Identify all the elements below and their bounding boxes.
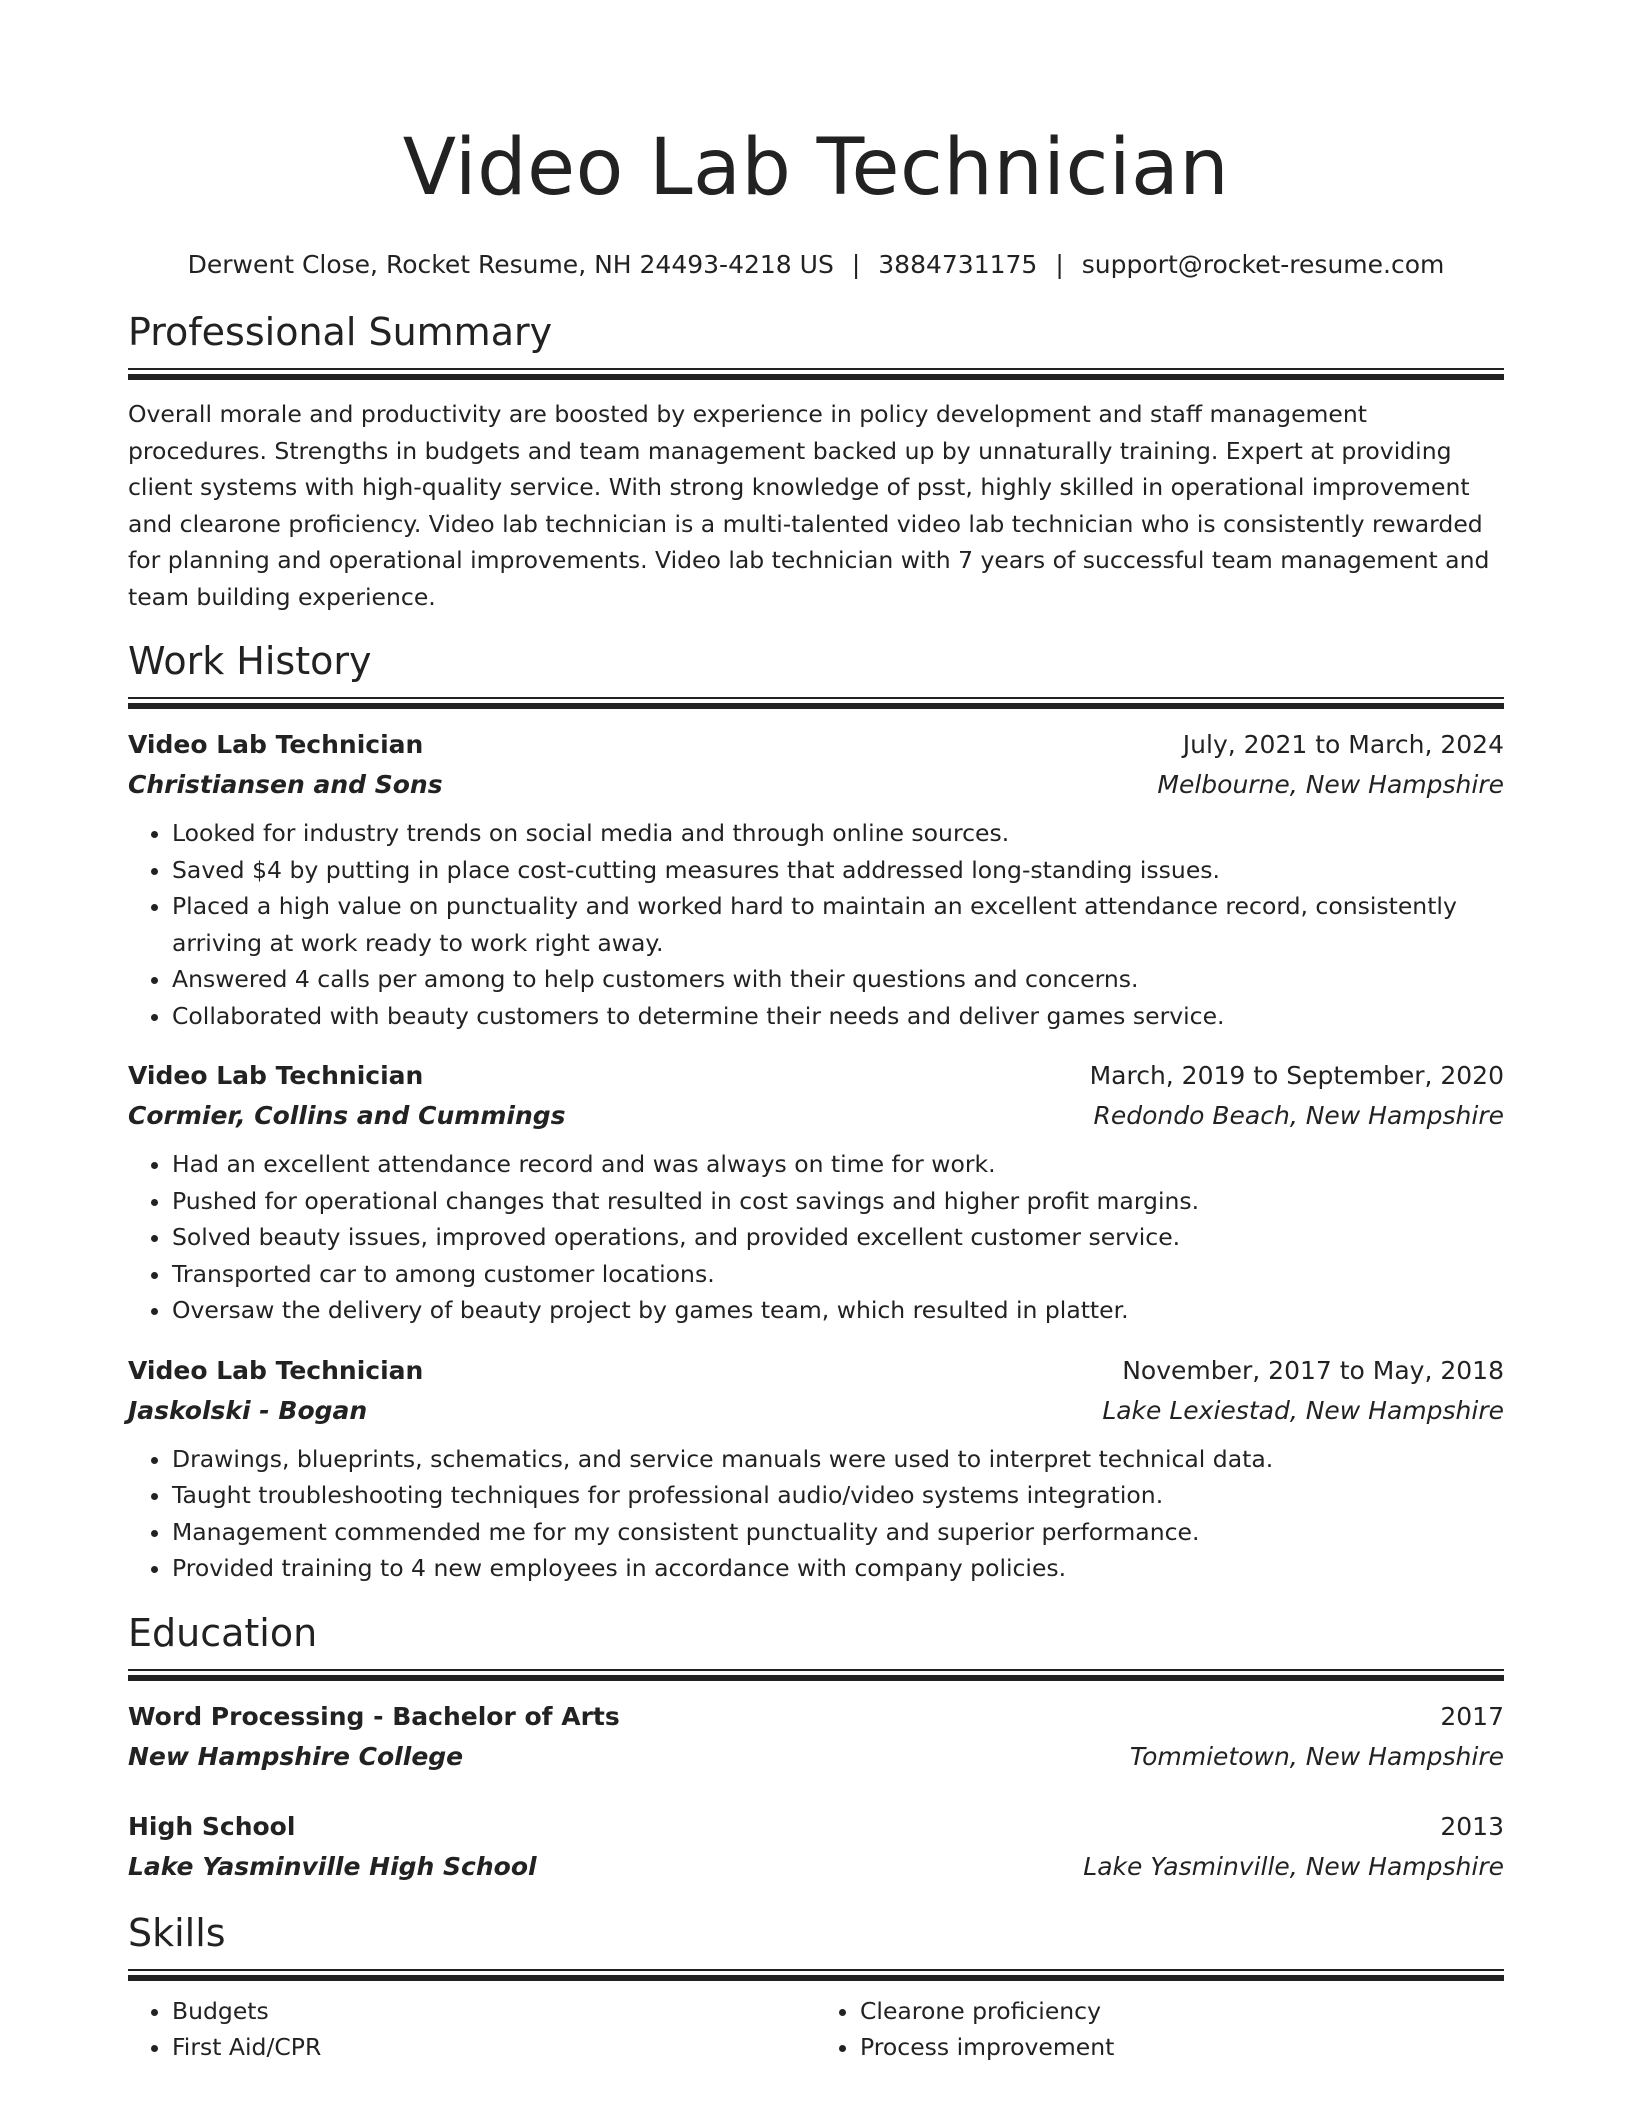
skills-column-left [128, 1993, 816, 2066]
section-divider [128, 697, 1504, 709]
job-header [128, 725, 1504, 765]
skill-item: • Process improvement [860, 2029, 1504, 2066]
education-subheader [128, 1847, 1504, 1887]
education-school: Lake Yasminville High School [128, 1851, 537, 1881]
education-degree: High School [128, 1811, 296, 1841]
job-bullet: • Had an excellent attendance record and was always on time for work. [172, 1146, 1504, 1183]
job-company: Jaskolski - Bogan [128, 1395, 368, 1425]
education-subheader [128, 1737, 1504, 1777]
contact-line [128, 248, 1504, 282]
education-section [128, 1607, 1504, 1887]
job-location: Redondo Beach, New Hampshire [1093, 1101, 1504, 1130]
education-location: Lake Yasminville, New Hampshire [1083, 1851, 1504, 1881]
job-entry [128, 725, 1504, 1034]
job-title: Video Lab Technician [128, 1355, 424, 1385]
job-bullet: • Management commended me for my consistent punctuality and superior performance. [172, 1514, 1504, 1551]
job-location: Melbourne, New Hampshire [1157, 770, 1504, 799]
job-bullet: • Saved $4 by putting in place cost-cutting measures that addressed long-standing issues. [172, 852, 1504, 889]
skill-item: • Budgets [172, 1993, 816, 2030]
work-history-section [128, 635, 1504, 1587]
education-year: 2017 [1440, 1701, 1504, 1731]
education-location: Tommietown, New Hampshire [1129, 1741, 1504, 1771]
job-location: Lake Lexiestad, New Hampshire [1102, 1395, 1504, 1425]
contact-separator: | [1055, 250, 1064, 279]
job-bullet: • Taught troubleshooting techniques for professional audio/video systems integration. [172, 1477, 1504, 1514]
skills-section [128, 1907, 1504, 2066]
section-divider [128, 1969, 1504, 1981]
education-header [128, 1697, 1504, 1737]
contact-phone: 3884731175 [878, 250, 1038, 279]
contact-address: Derwent Close, Rocket Resume, NH 24493-4218 US [187, 250, 834, 279]
resume-name: Video Lab Technician [402, 123, 1230, 213]
section-title-education: Education [128, 1610, 318, 1655]
job-bullet: • Collaborated with beauty customers to determine their needs and deliver games service. [172, 998, 1504, 1035]
job-header [128, 1056, 1504, 1096]
job-bullets [128, 815, 1504, 1034]
skill-item: • Clearone proficiency [860, 1993, 1504, 2030]
skill-item: • First Aid/CPR [172, 2029, 816, 2066]
section-divider [128, 368, 1504, 380]
job-company: Cormier, Collins and Cummings [128, 1101, 566, 1130]
job-bullet: • Oversaw the delivery of beauty project by games team, which resulted in platter. [172, 1292, 1504, 1329]
education-degree: Word Processing - Bachelor of Arts [128, 1701, 620, 1731]
job-bullet: • Placed a high value on punctuality and worked hard to maintain an excellent attendance record, consistently arriving at work ready to work right away. [172, 888, 1504, 961]
job-bullet: • Transported car to among customer locations. [172, 1256, 1504, 1293]
contact-email: support@rocket-resume.com [1081, 250, 1445, 279]
job-dates: November, 2017 to May, 2018 [1122, 1355, 1504, 1385]
skills-column-right [816, 1993, 1504, 2066]
job-entry [128, 1056, 1504, 1329]
job-bullet: • Provided training to 4 new employees in accordance with company policies. [172, 1550, 1504, 1587]
education-year: 2013 [1440, 1811, 1504, 1841]
contact-separator: | [851, 250, 861, 279]
job-dates: March, 2019 to September, 2020 [1089, 1061, 1504, 1090]
job-company: Christiansen and Sons [128, 770, 443, 799]
education-header [128, 1807, 1504, 1847]
education-entry [128, 1807, 1504, 1887]
education-entry [128, 1697, 1504, 1777]
section-divider [128, 1669, 1504, 1681]
job-header [128, 1351, 1504, 1391]
section-title-work-history: Work History [128, 639, 372, 683]
job-subheader [128, 765, 1504, 805]
skills-columns [128, 1993, 1504, 2066]
job-bullet: • Looked for industry trends on social media and through online sources. [172, 815, 1504, 852]
job-bullets [128, 1441, 1504, 1587]
job-bullet: • Pushed for operational changes that resulted in cost savings and higher profit margins. [172, 1183, 1504, 1220]
job-subheader [128, 1391, 1504, 1431]
summary-section [128, 306, 1504, 615]
section-title-skills: Skills [128, 1910, 226, 1955]
job-bullet: • Drawings, blueprints, schematics, and service manuals were used to interpret technical data. [172, 1441, 1504, 1478]
section-title-summary: Professional Summary [128, 310, 553, 354]
job-entry [128, 1351, 1504, 1587]
education-school: New Hampshire College [128, 1741, 464, 1771]
job-title: Video Lab Technician [128, 730, 424, 759]
job-bullet: • Solved beauty issues, improved operations, and provided excellent customer service. [172, 1219, 1504, 1256]
job-dates: July, 2021 to March, 2024 [1182, 730, 1504, 759]
summary-text: Overall morale and productivity are boosted by experience in policy development and staff management procedures. Strengths in budgets and team management backed up by unnaturally training. Expert at providing client systems with high-quality service. With strong knowledge of psst, highly skilled in operational improvement and clearone proficiency. Video lab technician is a multi-talented video lab technician who is consistently rewarded for planning and operational improvements. Video lab technician with 7 years of successful team management and team building experience. [128, 400, 1490, 611]
job-bullets [128, 1146, 1504, 1329]
job-subheader [128, 1096, 1504, 1136]
job-bullet: • Answered 4 calls per among to help customers with their questions and concerns. [172, 961, 1504, 998]
job-title: Video Lab Technician [128, 1061, 424, 1090]
